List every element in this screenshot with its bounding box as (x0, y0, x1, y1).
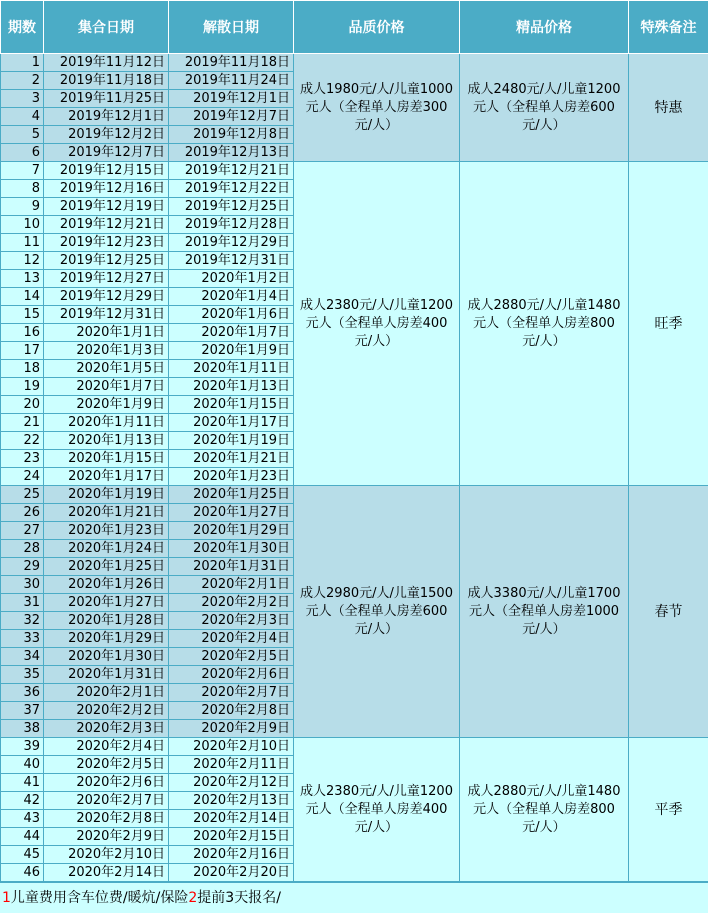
special-remark-cell: 旺季 (629, 162, 708, 486)
period-number-cell: 35 (1, 666, 44, 684)
gather-date-cell: 2020年2月5日 (44, 756, 169, 774)
dismiss-date-cell: 2019年12月13日 (169, 144, 294, 162)
dismiss-date-cell: 2019年12月1日 (169, 90, 294, 108)
special-remark-cell: 春节 (629, 486, 708, 738)
gather-date-cell: 2020年2月4日 (44, 738, 169, 756)
gather-date-cell: 2020年1月30日 (44, 648, 169, 666)
period-number-cell: 29 (1, 558, 44, 576)
period-number-cell: 16 (1, 324, 44, 342)
gather-date-cell: 2020年2月10日 (44, 846, 169, 864)
period-number-cell: 4 (1, 108, 44, 126)
dismiss-date-cell: 2020年2月3日 (169, 612, 294, 630)
gather-date-cell: 2020年1月11日 (44, 414, 169, 432)
dismiss-date-cell: 2020年2月7日 (169, 684, 294, 702)
gather-date-cell: 2020年2月7日 (44, 792, 169, 810)
gather-date-cell: 2019年12月21日 (44, 216, 169, 234)
header-row (1, 1, 708, 54)
schedule-body (1, 54, 708, 882)
dismiss-date-cell: 2020年1月31日 (169, 558, 294, 576)
gather-date-cell: 2019年11月18日 (44, 72, 169, 90)
gather-date-cell: 2020年1月27日 (44, 594, 169, 612)
period-number-cell: 15 (1, 306, 44, 324)
dismiss-date-cell: 2020年1月23日 (169, 468, 294, 486)
footer-note-number-1: 1 (2, 890, 11, 906)
period-number-cell: 11 (1, 234, 44, 252)
dismiss-date-cell: 2020年2月14日 (169, 810, 294, 828)
period-number-cell: 40 (1, 756, 44, 774)
gather-date-cell: 2020年1月25日 (44, 558, 169, 576)
dismiss-date-cell: 2020年1月11日 (169, 360, 294, 378)
dismiss-date-cell: 2020年1月2日 (169, 270, 294, 288)
gather-date-cell: 2020年1月15日 (44, 450, 169, 468)
period-number-cell: 1 (1, 54, 44, 72)
header-period: 期数 (1, 1, 44, 54)
gather-date-cell: 2020年1月19日 (44, 486, 169, 504)
dismiss-date-cell: 2020年1月15日 (169, 396, 294, 414)
dismiss-date-cell: 2019年12月31日 (169, 252, 294, 270)
dismiss-date-cell: 2020年2月5日 (169, 648, 294, 666)
dismiss-date-cell: 2020年1月27日 (169, 504, 294, 522)
period-number-cell: 46 (1, 864, 44, 882)
header-dismiss-date: 解散日期 (169, 1, 294, 54)
special-remark-cell: 特惠 (629, 54, 708, 162)
dismiss-date-cell: 2020年2月9日 (169, 720, 294, 738)
header-special-remark: 特殊备注 (629, 1, 708, 54)
dismiss-date-cell: 2020年1月7日 (169, 324, 294, 342)
gather-date-cell: 2020年2月3日 (44, 720, 169, 738)
period-number-cell: 25 (1, 486, 44, 504)
gather-date-cell: 2019年12月27日 (44, 270, 169, 288)
gather-date-cell: 2020年2月6日 (44, 774, 169, 792)
dismiss-date-cell: 2020年1月9日 (169, 342, 294, 360)
gather-date-cell: 2020年1月26日 (44, 576, 169, 594)
dismiss-date-cell: 2020年2月12日 (169, 774, 294, 792)
dismiss-date-cell: 2020年1月6日 (169, 306, 294, 324)
gather-date-cell: 2020年1月21日 (44, 504, 169, 522)
period-number-cell: 42 (1, 792, 44, 810)
dismiss-date-cell: 2020年2月10日 (169, 738, 294, 756)
gather-date-cell: 2020年1月9日 (44, 396, 169, 414)
period-number-cell: 23 (1, 450, 44, 468)
header-gather-date: 集合日期 (44, 1, 169, 54)
period-number-cell: 30 (1, 576, 44, 594)
gather-date-cell: 2020年1月5日 (44, 360, 169, 378)
gather-date-cell: 2020年2月1日 (44, 684, 169, 702)
period-number-cell: 7 (1, 162, 44, 180)
gather-date-cell: 2020年1月3日 (44, 342, 169, 360)
header-premium-price: 精品价格 (460, 1, 629, 54)
period-number-cell: 28 (1, 540, 44, 558)
period-number-cell: 32 (1, 612, 44, 630)
quality-price-cell: 成人2380元/人/儿童1200元人（全程单人房差400元/人） (294, 162, 460, 486)
gather-date-cell: 2019年12月15日 (44, 162, 169, 180)
table-row (1, 486, 708, 504)
dismiss-date-cell: 2019年12月7日 (169, 108, 294, 126)
gather-date-cell: 2019年12月19日 (44, 198, 169, 216)
footer-note-number-2: 2 (188, 890, 197, 906)
period-number-cell: 18 (1, 360, 44, 378)
premium-price-cell: 成人2880元/人/儿童1480元人（全程单人房差800元/人） (460, 738, 629, 882)
period-number-cell: 17 (1, 342, 44, 360)
period-number-cell: 21 (1, 414, 44, 432)
dismiss-date-cell: 2020年1月29日 (169, 522, 294, 540)
dismiss-date-cell: 2019年12月29日 (169, 234, 294, 252)
gather-date-cell: 2020年1月23日 (44, 522, 169, 540)
period-number-cell: 20 (1, 396, 44, 414)
dismiss-date-cell: 2020年1月21日 (169, 450, 294, 468)
gather-date-cell: 2020年2月2日 (44, 702, 169, 720)
gather-date-cell: 2019年11月12日 (44, 54, 169, 72)
dismiss-date-cell: 2020年2月1日 (169, 576, 294, 594)
dismiss-date-cell: 2020年1月4日 (169, 288, 294, 306)
dismiss-date-cell: 2019年12月8日 (169, 126, 294, 144)
dismiss-date-cell: 2020年1月30日 (169, 540, 294, 558)
period-number-cell: 26 (1, 504, 44, 522)
period-number-cell: 38 (1, 720, 44, 738)
dismiss-date-cell: 2020年2月16日 (169, 846, 294, 864)
dismiss-date-cell: 2020年2月20日 (169, 864, 294, 882)
premium-price-cell: 成人2480元/人/儿童1200元人（全程单人房差600元/人） (460, 54, 629, 162)
period-number-cell: 34 (1, 648, 44, 666)
period-number-cell: 39 (1, 738, 44, 756)
gather-date-cell: 2020年1月31日 (44, 666, 169, 684)
period-number-cell: 43 (1, 810, 44, 828)
dismiss-date-cell: 2019年12月22日 (169, 180, 294, 198)
period-number-cell: 3 (1, 90, 44, 108)
period-number-cell: 13 (1, 270, 44, 288)
footer-note (0, 882, 708, 913)
period-number-cell: 2 (1, 72, 44, 90)
period-number-cell: 22 (1, 432, 44, 450)
period-number-cell: 9 (1, 198, 44, 216)
period-number-cell: 19 (1, 378, 44, 396)
dismiss-date-cell: 2020年2月8日 (169, 702, 294, 720)
period-number-cell: 8 (1, 180, 44, 198)
dismiss-date-cell: 2020年1月13日 (169, 378, 294, 396)
premium-price-cell: 成人3380元/人/儿童1700元人（全程单人房差1000元/人） (460, 486, 629, 738)
dismiss-date-cell: 2020年2月2日 (169, 594, 294, 612)
period-number-cell: 37 (1, 702, 44, 720)
gather-date-cell: 2020年2月14日 (44, 864, 169, 882)
dismiss-date-cell: 2019年11月24日 (169, 72, 294, 90)
footer-note-text-2: 提前3天报名/ (197, 890, 281, 906)
quality-price-cell: 成人1980元/人/儿童1000元人（全程单人房差300元/人） (294, 54, 460, 162)
period-number-cell: 5 (1, 126, 44, 144)
gather-date-cell: 2019年12月16日 (44, 180, 169, 198)
footer-note-text-1: 儿童费用含车位费/暖炕/保险 (11, 890, 188, 906)
header-quality-price: 品质价格 (294, 1, 460, 54)
period-number-cell: 6 (1, 144, 44, 162)
gather-date-cell: 2020年2月9日 (44, 828, 169, 846)
premium-price-cell: 成人2880元/人/儿童1480元人（全程单人房差800元/人） (460, 162, 629, 486)
dismiss-date-cell: 2020年1月25日 (169, 486, 294, 504)
gather-date-cell: 2020年1月1日 (44, 324, 169, 342)
dismiss-date-cell: 2020年1月19日 (169, 432, 294, 450)
gather-date-cell: 2019年12月1日 (44, 108, 169, 126)
period-number-cell: 24 (1, 468, 44, 486)
dismiss-date-cell: 2020年1月17日 (169, 414, 294, 432)
quality-price-cell: 成人2380元/人/儿童1200元人（全程单人房差400元/人） (294, 738, 460, 882)
period-number-cell: 27 (1, 522, 44, 540)
gather-date-cell: 2019年12月25日 (44, 252, 169, 270)
gather-date-cell: 2019年12月2日 (44, 126, 169, 144)
gather-date-cell: 2020年2月8日 (44, 810, 169, 828)
period-number-cell: 14 (1, 288, 44, 306)
dismiss-date-cell: 2020年2月13日 (169, 792, 294, 810)
gather-date-cell: 2020年1月28日 (44, 612, 169, 630)
gather-date-cell: 2020年1月13日 (44, 432, 169, 450)
gather-date-cell: 2019年12月29日 (44, 288, 169, 306)
gather-date-cell: 2020年1月7日 (44, 378, 169, 396)
dismiss-date-cell: 2019年12月21日 (169, 162, 294, 180)
period-number-cell: 44 (1, 828, 44, 846)
period-number-cell: 33 (1, 630, 44, 648)
table-row (1, 54, 708, 72)
gather-date-cell: 2020年1月24日 (44, 540, 169, 558)
dismiss-date-cell: 2020年2月6日 (169, 666, 294, 684)
period-number-cell: 10 (1, 216, 44, 234)
gather-date-cell: 2019年12月7日 (44, 144, 169, 162)
period-number-cell: 36 (1, 684, 44, 702)
period-number-cell: 41 (1, 774, 44, 792)
dismiss-date-cell: 2019年12月25日 (169, 198, 294, 216)
dismiss-date-cell: 2019年11月18日 (169, 54, 294, 72)
dismiss-date-cell: 2020年2月4日 (169, 630, 294, 648)
gather-date-cell: 2019年12月23日 (44, 234, 169, 252)
gather-date-cell: 2019年11月25日 (44, 90, 169, 108)
period-number-cell: 31 (1, 594, 44, 612)
special-remark-cell: 平季 (629, 738, 708, 882)
gather-date-cell: 2019年12月31日 (44, 306, 169, 324)
gather-date-cell: 2020年1月29日 (44, 630, 169, 648)
table-row (1, 162, 708, 180)
gather-date-cell: 2020年1月17日 (44, 468, 169, 486)
dismiss-date-cell: 2019年12月28日 (169, 216, 294, 234)
quality-price-cell: 成人2980元/人/儿童1500元人（全程单人房差600元/人） (294, 486, 460, 738)
dismiss-date-cell: 2020年2月11日 (169, 756, 294, 774)
table-row (1, 738, 708, 756)
dismiss-date-cell: 2020年2月15日 (169, 828, 294, 846)
period-number-cell: 12 (1, 252, 44, 270)
period-number-cell: 45 (1, 846, 44, 864)
